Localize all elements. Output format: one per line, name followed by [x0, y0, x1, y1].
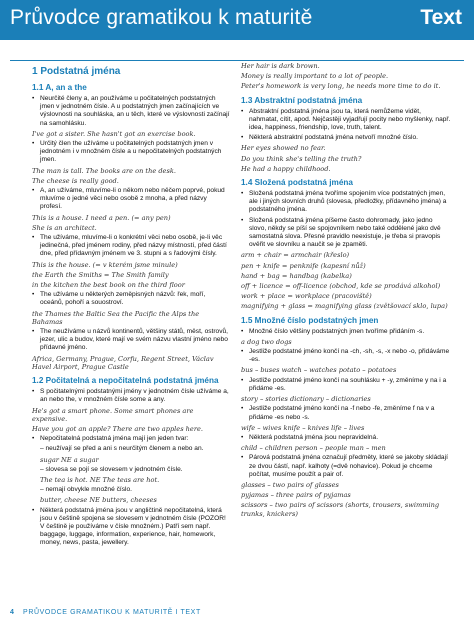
page-number: 4: [10, 609, 15, 616]
example-text: pyjamas – three pairs of pyjamas: [241, 491, 351, 500]
bullet-text: Některá podstatná jména jsou v angličtině nepočitatelná, která jsou v češtině spojena se slovesem v jednotném čísle (POZOR! V češtině je používáme v čísle množném.) Patří sem např. baggage, luggage, information, experience, hair, homework, money, news, pasta, jewellery.: [40, 506, 226, 547]
bullet-text: Určitý člen the užíváme u počitatelných podstatných jmen v jednotném i v množném čísle a u nepočitatelných podstatných jmen.: [40, 140, 222, 164]
example-text: He's got a smart phone. Some smart phones are expensive.: [32, 406, 194, 423]
bullet-text: A, an užíváme, mluvíme-li o někom nebo něčem poprvé, pokud mluvíme o jedné věci nebo osobě z mnoha, a před názvy profesí.: [40, 187, 225, 211]
example-text: a dog two dogs: [241, 337, 292, 346]
subsection-heading: 1.5 Množné číslo podstatných jmen: [241, 315, 379, 325]
subsection-heading: 1.2 Počitatelná a nepočitatelná podstatná jména: [32, 376, 219, 386]
bullet-icon: •: [241, 216, 244, 224]
bullet-icon: •: [32, 187, 35, 195]
example-text: Peter's homework is very long, he needs more time to do it.: [241, 82, 441, 91]
bullet-text: Složená podstatná jména píšeme často dohromady, jako jedno slovo, někdy se píší se spojovníkem nebo také oddělené jako dvě samostatná slova. Přesné pravidlo neexistuje, je třeba si pravopis ověřit ve slovníku a naučit se je zpaměti.: [249, 216, 441, 249]
example-text: Africa, Germany, Prague, Corfu, Regent Street, Václav Havel Airport, Prague Castle: [32, 354, 214, 371]
bullet-icon: •: [241, 190, 244, 198]
bullet-item: [241, 348, 451, 364]
example-text: I've got a sister. She hasn't got an exercise book.: [32, 129, 196, 138]
example-text: Do you think she's telling the truth?: [241, 154, 362, 163]
example-text: bus – buses watch – watches potato – potatoes: [241, 366, 397, 375]
bullet-text: Jestliže podstatné jméno končí na -f nebo -fe, změníme f na v a přidáme -es nebo -s.: [249, 405, 435, 421]
bullet-text: Jestliže podstatné jméno končí na -ch, -sh, -s, -x nebo -o, přidáváme -es.: [249, 348, 450, 364]
section-heading: 1 Podstatná jména: [32, 66, 121, 77]
bullet-item: [241, 217, 451, 250]
subsection-heading: 1.3 Abstraktní podstatná jména: [241, 95, 363, 105]
bullet-icon: •: [32, 388, 35, 396]
bullet-icon: •: [32, 506, 35, 514]
example-text: magnifying + glass = magnifying glass (zvětšovací sklo, lupa): [241, 302, 448, 311]
bullet-text: The užíváme u některých zeměpisných názvů: řek, moří, oceánů, pohoří a souostroví.: [40, 291, 206, 307]
bullet-item: [241, 108, 451, 133]
right-column: [241, 62, 451, 520]
example-text: The tea is hot. NE The teas are hot.: [40, 475, 160, 484]
bullet-icon: •: [32, 435, 35, 443]
header-rule: [10, 60, 464, 61]
bullet-text: Párová podstatná jména označují předměty, které se jakoby skládají ze dvou částí, např. kalhoty (=dvě nohavice). Pokud je chceme počítat, musíme použít a pair of.: [249, 454, 448, 478]
bullet-item: [241, 434, 451, 442]
example-text: Her hair is dark brown.: [241, 62, 320, 70]
bullet-item: [32, 507, 230, 548]
bullet-item: [241, 405, 451, 421]
example-text: story – stories dictionary – dictionaries: [241, 395, 371, 404]
example-text: off + licence = off-licence (obchod, kde se prodává alkohol): [241, 282, 441, 291]
left-column: [32, 62, 230, 550]
bullet-icon: •: [241, 454, 244, 462]
bullet-icon: •: [241, 134, 244, 142]
bullet-text: The užíváme, mluvíme-li o konkrétní věci nebo osobě, je-li věc jedinečná, před jménem rodiny, před názvy místností, před částí dne, před přídavným jménem ve 3. stupni a s řadovými čísly.: [40, 234, 227, 258]
example-text: The cheese is really good.: [32, 176, 119, 185]
example-text: the Thames the Baltic Sea the Pacific the Alps the Bahamas: [32, 309, 200, 326]
bullet-icon: •: [241, 348, 244, 356]
example-text: Money is really important to a lot of people.: [241, 72, 389, 81]
bullet-text: Abstraktní podstatná jména jsou ta, která nemůžeme vidět, nahmatat, cítit, apod. Nejčastěji vyjadřují pocity nebo myšlenky, např. idea, happiness, friendship, love, truth, talent.: [249, 107, 451, 132]
bullet-icon: •: [32, 95, 35, 102]
bullet-icon: •: [32, 234, 35, 242]
bullet-text: Jestliže podstatné jméno končí na souhlásku + -y, změníme y na i a přidáme -es.: [249, 376, 447, 392]
subsection-heading: 1.4 Složená podstatná jména: [241, 178, 353, 188]
example-text: Have you got an apple? There are two apples here.: [32, 424, 203, 433]
example-text: butter, cheese NE butters, cheeses: [40, 496, 157, 505]
bullet-icon: •: [241, 376, 244, 384]
bullet-item: [241, 134, 451, 142]
bullet-icon: •: [32, 140, 35, 148]
paragraph: – slovesa se pojí se slovesem v jednotném čísle.: [40, 465, 183, 473]
bullet-item: [32, 95, 230, 128]
example-text: scissors – two pairs of scissors (shorts, trousers, swimming trunks, knickers): [241, 501, 440, 518]
bullet-text: Množné číslo většiny podstatných jmen tvoříme přidáním -s.: [249, 327, 425, 335]
bullet-item: [32, 388, 230, 404]
example-text: This is the house. (= v kterém jsme minule): [32, 260, 178, 269]
bullet-text: Některá podstatná jména jsou nepravidelná.: [249, 433, 379, 441]
bullet-item: [241, 454, 451, 479]
bullet-icon: •: [241, 327, 244, 335]
example-text: child – children person – people man – men: [241, 444, 386, 453]
example-text: wife – wives knife – knives life – lives: [241, 423, 365, 432]
bullet-item: [32, 187, 230, 212]
example-text: arm + chair = armchair (křeslo): [241, 251, 350, 260]
header-title: Průvodce gramatikou k maturitě: [10, 6, 313, 29]
bullet-text: Neurčité členy a, an používáme u počitatelných podstatných jmen v jednotném čísle. A u podstatných jmen začínajících ve výslovnosti na souhláska, an u těch, které ve výslovnosti začínají na samohlásku.: [40, 95, 230, 127]
bullet-icon: •: [32, 291, 35, 299]
bullet-item: [32, 435, 230, 443]
subsection-heading: 1.1 A, an a the: [32, 83, 87, 92]
bullet-icon: •: [32, 328, 35, 336]
example-text: The man is tall. The books are on the desk.: [32, 166, 176, 175]
bullet-item: [32, 328, 230, 353]
bullet-text: Některá abstraktní podstatná jména netvoří množné číslo.: [249, 134, 418, 142]
example-text: This is a house. I need a pen. (= any pen): [32, 213, 171, 222]
example-text: Her eyes showed no fear.: [241, 144, 326, 153]
bullet-text: Složená podstatná jména tvoříme spojením více podstatných jmen, ale i jiných slovních druhů (slovesa, předložky, přídavného jména) a podstatného jména.: [249, 190, 447, 214]
header-tag: Text: [420, 6, 462, 29]
bullet-text: Nepočitatelná podstatná jména mají jen jeden tvar:: [40, 435, 189, 443]
bullet-text: The neužíváme u názvů kontinentů, většiny států, měst, ostrovů, jezer, ulic a budov, které mají ve svém názvu vlastní jméno nebo přídavné jméno.: [40, 328, 229, 352]
paragraph: – neužívají se před a ani s neurčitým členem a nebo an.: [40, 445, 204, 453]
example-text: hand + bag = handbag (kabelka): [241, 271, 352, 280]
example-text: He had a happy childhood.: [241, 164, 331, 173]
example-text: the Earth the Smiths = The Smith family: [32, 270, 169, 279]
example-text: in the kitchen the best book on the third floor: [32, 281, 185, 290]
bullet-item: [241, 377, 451, 393]
bullet-icon: •: [241, 433, 244, 441]
bullet-item: [32, 291, 230, 307]
bullet-item: [241, 328, 451, 336]
example-text: pen + knife = penknife (kapesní nůž): [241, 261, 366, 270]
page-footer: [10, 609, 201, 616]
bullet-item: [32, 140, 230, 165]
bullet-text: S počitatelnými podstatnými jmény v jednotném čísle užíváme a, an nebo the, v množném čísle some a any.: [40, 388, 229, 404]
example-text: work + place = workplace (pracoviště): [241, 292, 372, 301]
bullet-item: [241, 190, 451, 215]
paragraph: – nemají obvykle množné číslo.: [40, 486, 132, 494]
bullet-icon: •: [241, 405, 244, 413]
bullet-item: [32, 234, 230, 259]
example-text: She is an architect.: [32, 223, 97, 232]
example-text: glasses – two pairs of glasses: [241, 480, 339, 489]
page-header: [0, 0, 474, 40]
bullet-icon: •: [241, 107, 244, 115]
example-text: sugar NE a sugar: [40, 455, 99, 464]
footer-text: PRŮVODCE GRAMATIKOU K MATURITĚ I TEXT: [23, 609, 201, 616]
